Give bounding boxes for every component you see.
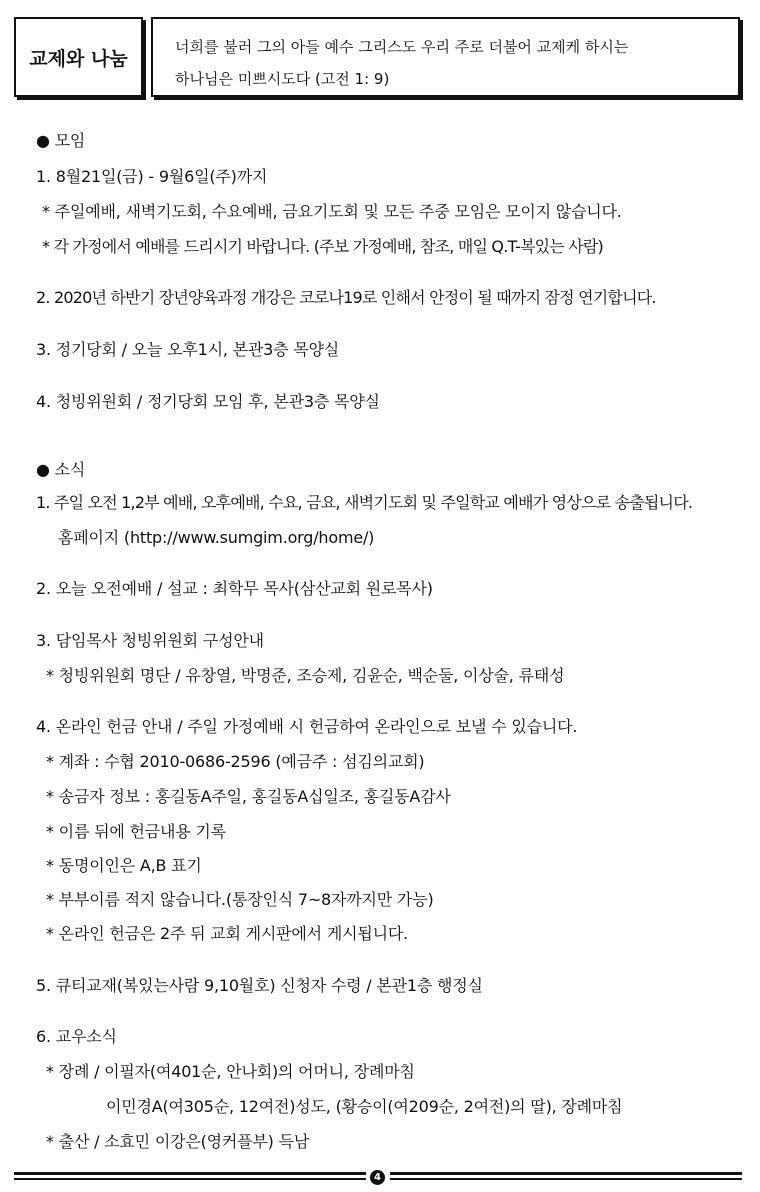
meeting-heading: ● 모임 <box>36 131 86 150</box>
meeting-item-1-note-1: * 주일예배, 새벽기도회, 수요예배, 금요기도회 및 모든 주중 모임은 모이지 않습니다. <box>42 202 622 221</box>
news-item-6-birth: * 출산 / 소효민 이강은(영커플부) 득남 <box>46 1132 310 1151</box>
news-item-3: 3. 담임목사 청빙위원회 구성안내 <box>36 631 264 650</box>
news-item-4-note-3: * 이름 뒤에 헌금내용 기록 <box>46 822 226 841</box>
section-title: 교제와 나눔 <box>29 47 128 70</box>
news-item-4-account: * 계좌 : 수협 2010-0686-2596 (예금주 : 섬김의교회) <box>46 752 425 771</box>
news-item-4-sender-info: * 송금자 정보 : 홍길동A주일, 홍길동A십일조, 홍길동A감사 <box>46 787 451 806</box>
meeting-item-2: 2. 2020년 하반기 장년양육과정 개강은 코로나19로 인해서 안정이 될 때까지 잠정 연기합니다. <box>36 288 656 307</box>
news-item-1: 1. 주일 오전 1,2부 예배, 오후예배, 수요, 금요, 새벽기도회 및 주일학교 예배가 영상으로 송출됩니다. <box>36 493 693 512</box>
meeting-item-1: 1. 8월21일(금) - 9월6일(주)까지 <box>36 167 268 186</box>
news-item-4-note-6: * 온라인 헌금은 2주 뒤 교회 게시판에서 게시됩니다. <box>46 924 408 943</box>
news-item-5: 5. 큐티교재(복있는사람 9,10월호) 신청자 수령 / 본관1층 행정실 <box>36 976 483 995</box>
news-item-6: 6. 교우소식 <box>36 1027 117 1046</box>
news-item-3-note: * 청빙위원회 명단 / 유창열, 박명준, 조승제, 김윤순, 백순둘, 이상술, 류태성 <box>46 666 565 685</box>
news-item-4-note-5: * 부부이름 적지 않습니다.(통장인식 7~8자까지만 가능) <box>46 890 434 909</box>
bible-verse-box <box>151 17 740 97</box>
news-item-4: 4. 온라인 헌금 안내 / 주일 가정예배 시 헌금하여 온라인으로 보낼 수 있습니다. <box>36 717 578 736</box>
news-item-1-homepage: 홈페이지 (http://www.sumgim.org/home/) <box>58 528 375 547</box>
footer-rule-left <box>14 1172 366 1180</box>
news-heading: ● 소식 <box>36 460 86 479</box>
meeting-item-1-note-2: * 각 가정에서 예배를 드리시기 바랍니다. (주보 가정예배, 참조, 매일 Q.T-복있는 사람) <box>42 237 603 256</box>
verse-line-1: 너희를 불러 그의 아들 예수 그리스도 우리 주로 더불어 교제케 하시는 <box>175 38 629 56</box>
page-footer <box>14 1170 742 1184</box>
meeting-item-4: 4. 청빙위원회 / 정기당회 모임 후, 본관3층 목양실 <box>36 392 380 411</box>
section-title-box <box>14 17 143 97</box>
news-item-4-note-4: * 동명이인은 A,B 표기 <box>46 856 202 875</box>
news-item-2: 2. 오늘 오전예배 / 설교 : 최학무 목사(삼산교회 원로목사) <box>36 579 433 598</box>
footer-rule-right <box>390 1172 742 1180</box>
page-number: 4 <box>370 1170 385 1185</box>
news-item-6-funeral-cont: 이민경A(여305순, 12여전)성도, (황승이(여209순, 2여전)의 딸), 장례마침 <box>106 1097 623 1116</box>
verse-line-2: 하나님은 미쁘시도다 (고전 1: 9) <box>175 70 390 88</box>
meeting-item-3: 3. 정기당회 / 오늘 오후1시, 본관3층 목양실 <box>36 340 340 359</box>
news-item-6-funeral: * 장례 / 이필자(여401순, 안나회)의 어머니, 장례마침 <box>46 1062 415 1081</box>
